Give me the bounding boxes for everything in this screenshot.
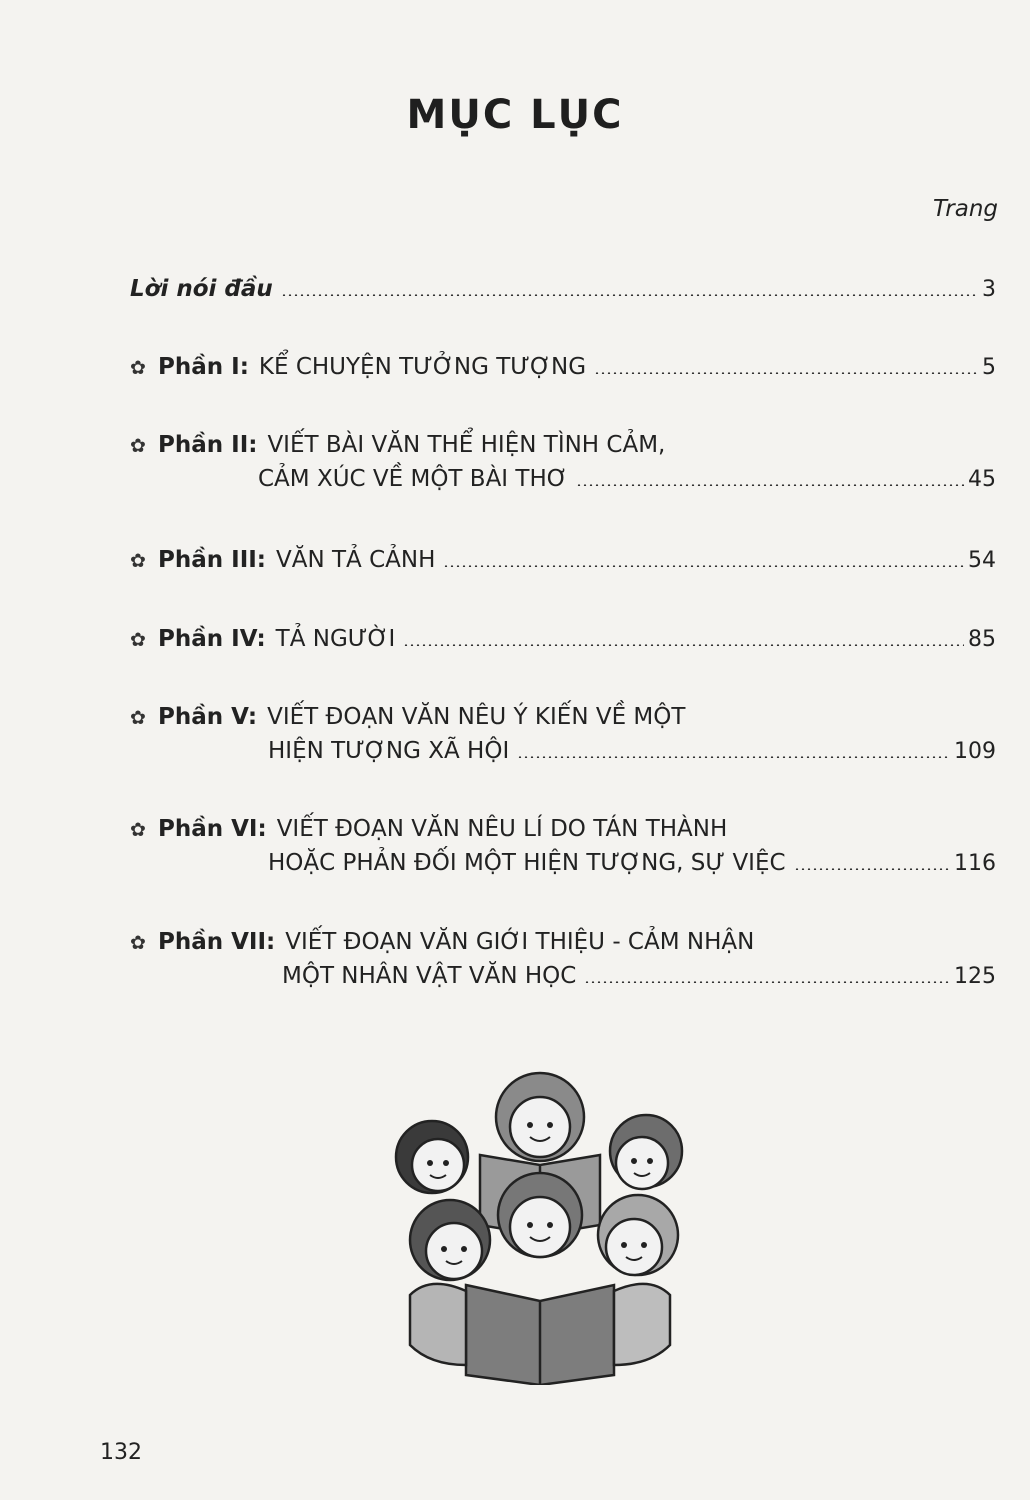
toc-entry-title-cont: HIỆN TƯỢNG XÃ HỘI (268, 738, 510, 764)
flower-bullet-icon: ✿ (130, 357, 146, 379)
toc-page-number: 5 (982, 355, 996, 380)
toc-page-number: 125 (954, 964, 996, 989)
toc-entry-part-1[interactable] (130, 350, 996, 384)
toc-entry-title-cont: HOẶC PHẢN ĐỐI MỘT HIỆN TƯỢNG, SỰ VIỆC (268, 850, 786, 876)
toc-part-label: Phần VII: (158, 929, 276, 955)
dot-leader (584, 981, 950, 983)
toc-part-label: Phần VI: (158, 816, 267, 842)
toc-page-number: 85 (968, 627, 996, 652)
toc-entry-part-5[interactable] (130, 700, 996, 768)
dot-leader (281, 294, 978, 296)
toc-entry-part-4[interactable] (130, 622, 996, 656)
toc-part-label: Phần IV: (158, 626, 266, 652)
toc-entry-part-3[interactable] (130, 543, 996, 577)
dot-leader (576, 484, 964, 486)
flower-bullet-icon: ✿ (130, 629, 146, 651)
dot-leader (794, 868, 950, 870)
toc-part-label: Phần I: (158, 354, 249, 380)
dot-leader (594, 372, 978, 374)
page-column-label: Trang (933, 196, 998, 222)
page-title: MỤC LỤC (406, 92, 624, 138)
dot-leader (403, 644, 964, 646)
flower-bullet-icon: ✿ (130, 707, 146, 729)
toc-entry-title: VIẾT BÀI VĂN THỂ HIỆN TÌNH CẢM, (267, 432, 666, 458)
toc-part-label: Phần II: (158, 432, 258, 458)
toc-entry-title-cont: CẢM XÚC VỀ MỘT BÀI THƠ (258, 466, 568, 492)
toc-page-number: 109 (954, 739, 996, 764)
toc-part-label: Phần III: (158, 547, 267, 573)
toc-page-number: 3 (982, 277, 996, 302)
toc-entry-title: VIẾT ĐOẠN VĂN GIỚI THIỆU - CẢM NHẬN (285, 929, 755, 955)
toc-entry-title: KỂ CHUYỆN TƯỞNG TƯỢNG (258, 354, 587, 380)
toc-page-number: 54 (968, 548, 996, 573)
dot-leader (443, 565, 964, 567)
children-reading-books-illustration (380, 1065, 700, 1385)
toc-entry-title: VĂN TẢ CẢNH (276, 547, 436, 573)
toc-page-number: 45 (968, 467, 996, 492)
toc-entry-title: VIẾT ĐOẠN VĂN NÊU Ý KIẾN VỀ MỘT (267, 704, 686, 730)
flower-bullet-icon: ✿ (130, 819, 146, 841)
toc-entry-part-7[interactable] (130, 925, 996, 993)
toc-part-label: Phần V: (158, 704, 258, 730)
toc-entry-part-6[interactable] (130, 812, 996, 880)
dot-leader (517, 756, 950, 758)
flower-bullet-icon: ✿ (130, 435, 146, 457)
toc-entry-part-2[interactable] (130, 428, 996, 496)
flower-bullet-icon: ✿ (130, 550, 146, 572)
toc-entry-intro[interactable] (130, 272, 996, 306)
toc-page-number: 116 (954, 851, 996, 876)
toc-entry-label: Lời nói đầu (130, 276, 273, 302)
page-number: 132 (100, 1440, 142, 1465)
flower-bullet-icon: ✿ (130, 932, 146, 954)
toc-entry-title: TẢ NGƯỜI (275, 626, 396, 652)
toc-entry-title-cont: MỘT NHÂN VẬT VĂN HỌC (282, 963, 577, 989)
toc-entry-title: VIẾT ĐOẠN VĂN NÊU LÍ DO TÁN THÀNH (276, 816, 728, 842)
